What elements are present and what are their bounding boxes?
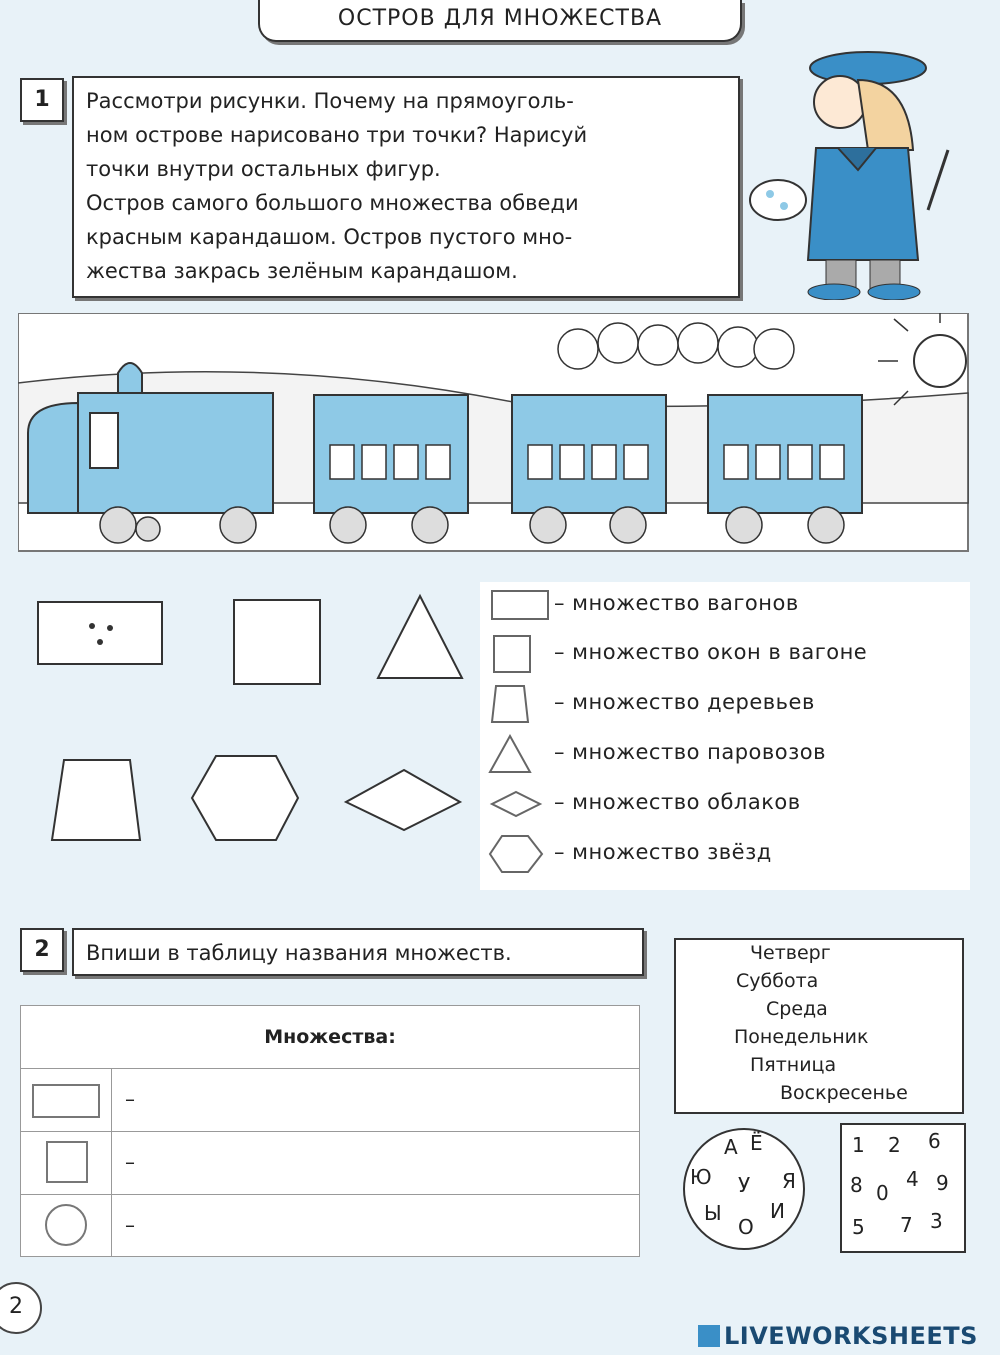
task-number-2: 2 [20, 928, 64, 972]
letter-item: У [738, 1173, 751, 1197]
rhombus-island[interactable] [346, 770, 460, 830]
digit-item: 7 [900, 1213, 913, 1237]
painter-character-illustration [748, 40, 988, 300]
day-item: Четверг [750, 942, 831, 964]
table-cell[interactable]: – [125, 1213, 135, 1237]
logo-icon [698, 1325, 720, 1347]
watermark-logo [698, 1322, 978, 1350]
task-1-line: ном острове нарисовано три точки? Нарисуй [86, 123, 588, 147]
digit-item: 0 [876, 1181, 889, 1205]
legend-row [488, 585, 968, 625]
square-island[interactable] [234, 600, 320, 684]
legend-text: – множество паровозов [554, 740, 827, 764]
letter-item: А [724, 1135, 738, 1159]
legend-row [488, 634, 968, 674]
letter-item: О [738, 1215, 754, 1239]
hexagon-island[interactable] [192, 756, 298, 840]
letters-group [680, 1125, 810, 1255]
legend-text: – множество вагонов [554, 591, 799, 615]
rectangle-icon [33, 1085, 99, 1117]
trapezoid-icon [492, 686, 528, 722]
digit-item: 3 [930, 1209, 943, 1233]
task-number-1: 1 [20, 78, 64, 122]
task-1-line: жества закрась зелёным карандашом. [86, 259, 518, 283]
square-icon [494, 636, 530, 672]
digit-item: 5 [852, 1215, 865, 1239]
page-title: ОСТРОВ ДЛЯ МНОЖЕСТВА [258, 0, 742, 42]
day-item: Воскресенье [780, 1082, 908, 1104]
letter-item: Ю [690, 1165, 712, 1189]
digit-item: 9 [936, 1171, 949, 1195]
task-1-line: Рассмотри рисунки. Почему на прямоуголь- [86, 89, 574, 113]
digit-item: 4 [906, 1167, 919, 1191]
task-1-line: Остров самого большого множества обведи [86, 191, 579, 215]
task-1-line: красным карандашом. Остров пустого мно- [86, 225, 573, 249]
table-row [21, 1194, 639, 1257]
letter-item: Ё [750, 1131, 763, 1155]
letter-item: И [770, 1199, 785, 1223]
task-2-instructions: Впиши в таблицу названия множеств. [72, 928, 644, 976]
digit-item: 1 [852, 1133, 865, 1157]
page-number: 2 [0, 1282, 42, 1334]
hexagon-icon [490, 836, 542, 872]
legend-text: – множество деревьев [554, 690, 815, 714]
islands-shapes [20, 580, 480, 850]
triangle-icon [490, 736, 530, 772]
digits-box [840, 1123, 966, 1253]
day-item: Среда [766, 998, 828, 1020]
rhombus-icon [492, 792, 540, 816]
rectangle-icon [492, 591, 548, 619]
circle-icon [46, 1205, 86, 1245]
legend-text: – множество окон в вагоне [554, 640, 868, 664]
task-1-instructions [72, 76, 740, 298]
trapezoid-island[interactable] [52, 760, 140, 840]
digit-item: 2 [888, 1133, 901, 1157]
digit-item: 8 [850, 1173, 863, 1197]
digit-item: 6 [928, 1129, 941, 1153]
legend-text: – множество звёзд [554, 840, 772, 864]
legend-row [488, 784, 968, 824]
legend-row [488, 834, 968, 874]
train-scene-illustration [18, 313, 970, 553]
table-row [21, 1131, 639, 1194]
table-cell[interactable]: – [125, 1150, 135, 1174]
legend-row [488, 734, 968, 774]
day-item: Понедельник [734, 1026, 869, 1048]
table-header: Множества: [264, 1026, 396, 1048]
table-row [21, 1068, 639, 1131]
legend-text: – множество облаков [554, 790, 801, 814]
sets-table [20, 1005, 640, 1257]
table-cell[interactable]: – [125, 1087, 135, 1111]
day-item: Пятница [750, 1054, 837, 1076]
days-of-week-box [674, 938, 964, 1114]
watermark-text: LIVEWORKSHEETS [724, 1322, 978, 1350]
task-1-line: точки внутри остальных фигур. [86, 157, 441, 181]
letter-item: Ы [704, 1201, 722, 1225]
rectangle-island[interactable] [38, 602, 162, 664]
day-item: Суббота [736, 970, 819, 992]
legend-row [488, 684, 968, 724]
letter-item: Я [782, 1169, 796, 1193]
triangle-island[interactable] [378, 596, 462, 678]
square-icon [47, 1142, 87, 1182]
